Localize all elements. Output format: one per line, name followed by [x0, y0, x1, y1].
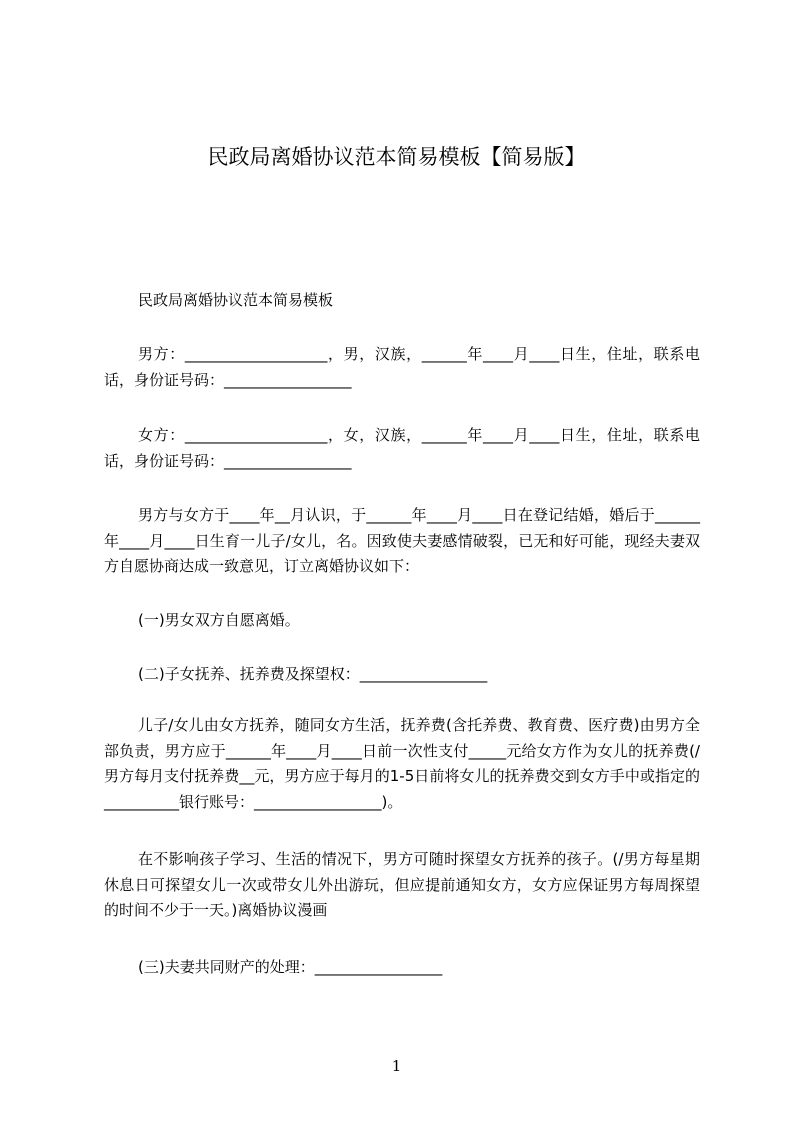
clause-child-custody: (二)子女抚养、抚养费及探望权：_________________ — [138, 665, 488, 683]
agreement-heading: 民政局离婚协议范本简易模板 — [138, 291, 334, 309]
document-title: 民政局离婚协议范本简易模板【简易版】 — [207, 145, 586, 169]
female-party-paragraph: 女方：___________________，女，汉族，______年____月____日生，住址，联系电话，身份证号码：_________________ — [104, 426, 700, 470]
page-number: 1 — [391, 1057, 402, 1075]
marriage-background-paragraph: 男方与女方于____年__月认识，于______年____月____日在登记结婚，婚后于______年____月____日生育一儿子/女儿，名。因致使夫妻感情破裂，已无和好可能，现经夫妻双方自愿协商达成一致意见，订立离婚协议如下： — [104, 506, 700, 575]
custody-support-paragraph: 儿子/女儿由女方抚养，随同女方生活，抚养费(含托养费、教育费、医疗费)由男方全部负责，男方应于______年____月____日前一次性支付_____元给女方作为女儿的抚养费(/男方每月支付抚养费__元，男方应于每月的1-5日前将女儿的抚养费交到女方手中或指定的__________银行账号：_________________)。 — [104, 716, 700, 811]
clause-voluntary-divorce: (一)男女双方自愿离婚。 — [138, 611, 300, 629]
male-party-paragraph: 男方：___________________，男，汉族，______年____月____日生，住址，联系电话，身份证号码：_________________ — [104, 345, 700, 389]
clause-property-division: (三)夫妻共同财产的处理：_________________ — [138, 958, 443, 976]
visitation-paragraph: 在不影响孩子学习、生活的情况下，男方可随时探望女方抚养的孩子。(/男方每星期休息日可探望女儿一次或带女儿外出游玩，但应提前通知女方，女方应保证男方每周探望的时间不少于一天。)离婚协议漫画 — [104, 850, 700, 919]
